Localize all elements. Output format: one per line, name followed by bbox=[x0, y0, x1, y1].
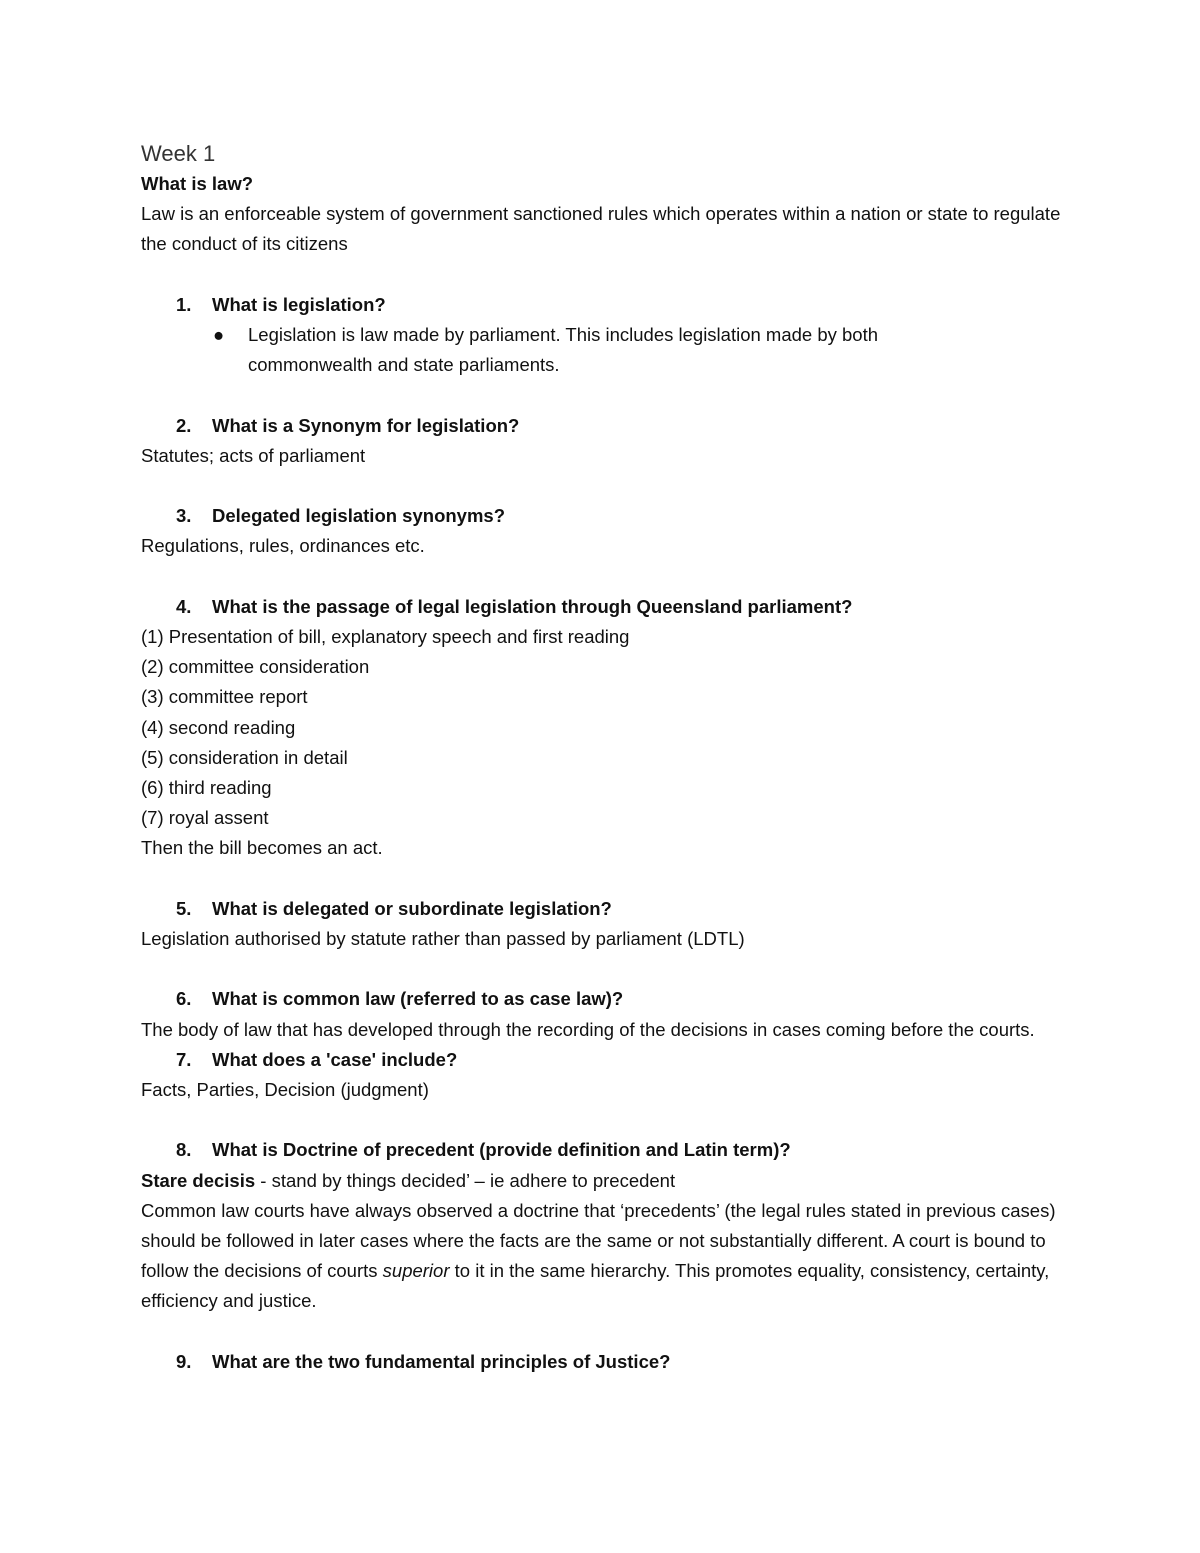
latin-term-meaning: - stand by things decided’ – ie adhere to precedent bbox=[255, 1169, 676, 1191]
spacer bbox=[141, 380, 1061, 410]
answer-text: Regulations, rules, ordinances etc. bbox=[141, 535, 425, 557]
question-4 bbox=[141, 592, 1061, 622]
intro-heading: What is law? bbox=[141, 173, 254, 194]
question-text: What are the two fundamental principles of Justice? bbox=[212, 1350, 671, 1372]
answer-text: Statutes; acts of parliament bbox=[141, 444, 366, 466]
latin-term: Stare decisis bbox=[141, 1169, 256, 1191]
spacer bbox=[141, 1105, 1061, 1135]
question-9 bbox=[141, 1347, 1061, 1377]
step-item: (5) consideration in detail bbox=[141, 746, 348, 768]
week-title: Week 1 bbox=[141, 141, 216, 166]
precedent-paragraph bbox=[141, 1196, 1061, 1317]
question-number: 1. bbox=[176, 293, 192, 315]
intro-text: Law is an enforceable system of government sanctioned rules which operates within a nation or state to regulate the conduct of its citizens bbox=[141, 203, 1061, 255]
answer-text: Legislation authorised by statute rather than passed by parliament (LDTL) bbox=[141, 928, 745, 949]
question-text: Delegated legislation synonyms? bbox=[212, 505, 505, 527]
spacer bbox=[141, 562, 1061, 592]
bullet-icon: ● bbox=[213, 324, 225, 345]
question-6 bbox=[141, 984, 1061, 1014]
spacer bbox=[141, 471, 1061, 501]
question-number: 9. bbox=[176, 1350, 192, 1372]
question-number: 8. bbox=[176, 1139, 192, 1161]
question-text: What is common law (referred to as case law)? bbox=[212, 988, 624, 1010]
question-text: What is Doctrine of precedent (provide definition and Latin term)? bbox=[212, 1139, 791, 1161]
spacer bbox=[141, 260, 1061, 290]
paragraph-part: to it in the same hierarchy. This promotes equality, consistency, certainty, efficiency and justice. bbox=[141, 1260, 1050, 1312]
step-item: (7) royal assent bbox=[141, 807, 269, 829]
question-number: 3. bbox=[176, 505, 192, 527]
bullet-text: Legislation is law made by parliament. This includes legislation made by both commonwealth and state parliaments. bbox=[248, 324, 879, 376]
question-number: 2. bbox=[176, 414, 192, 436]
paragraph-part: Common law courts have always observed a doctrine that ‘precedents’ (the legal rules stated in previous cases) should be followed in later cases where the facts are the same or not substantially different. A court is bound to follow the decisions of courts bbox=[141, 1199, 1056, 1282]
document-content bbox=[141, 139, 1061, 1377]
answer-text: Facts, Parties, Decision (judgment) bbox=[141, 1079, 429, 1100]
bullet-item bbox=[141, 320, 1061, 380]
question-number: 4. bbox=[176, 595, 192, 617]
question-3 bbox=[141, 501, 1061, 531]
step-item: (6) third reading bbox=[141, 777, 272, 798]
latin-term-line bbox=[141, 1166, 1061, 1196]
question-text: What does a 'case' include? bbox=[212, 1048, 458, 1070]
question-8 bbox=[141, 1135, 1061, 1165]
step-item: (3) committee report bbox=[141, 686, 308, 708]
answer-text: Then the bill becomes an act. bbox=[141, 837, 383, 859]
question-text: What is delegated or subordinate legislation? bbox=[212, 897, 612, 919]
question-5 bbox=[141, 894, 1061, 924]
step-item: (4) second reading bbox=[141, 716, 296, 738]
answer-text: The body of law that has developed through the recording of the decisions in cases coming before the courts. bbox=[141, 1018, 1035, 1040]
question-1 bbox=[141, 290, 1061, 320]
question-text: What is a Synonym for legislation? bbox=[212, 414, 520, 436]
italic-term: superior bbox=[382, 1260, 450, 1282]
spacer bbox=[141, 1317, 1061, 1347]
question-7 bbox=[141, 1045, 1061, 1075]
question-2 bbox=[141, 411, 1061, 441]
step-item: (1) Presentation of bill, explanatory speech and first reading bbox=[141, 625, 630, 647]
question-text: What is the passage of legal legislation through Queensland parliament? bbox=[212, 595, 853, 617]
question-number: 7. bbox=[176, 1048, 192, 1070]
spacer bbox=[141, 864, 1061, 894]
spacer bbox=[141, 954, 1061, 984]
step-item: (2) committee consideration bbox=[141, 656, 370, 678]
question-number: 5. bbox=[176, 897, 192, 919]
question-number: 6. bbox=[176, 988, 192, 1010]
question-text: What is legislation? bbox=[212, 293, 386, 315]
